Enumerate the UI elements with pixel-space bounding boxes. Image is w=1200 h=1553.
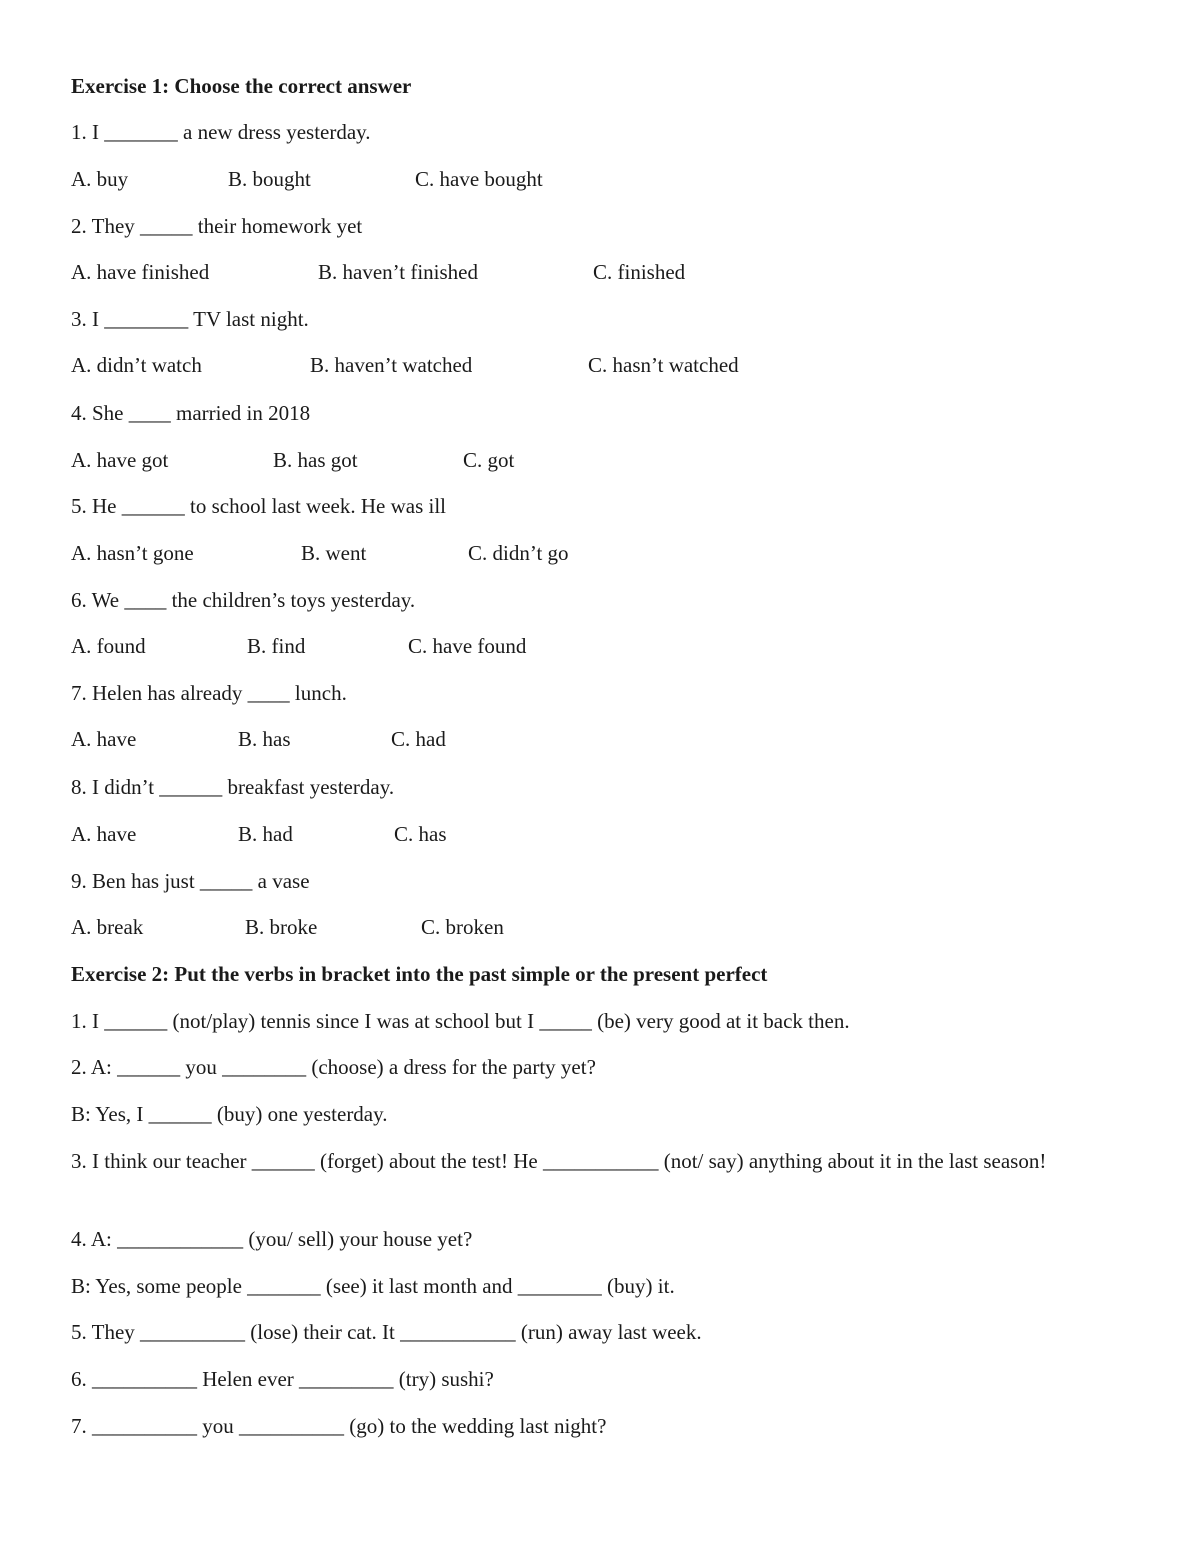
ex1-q7-option-b: B. has <box>238 727 291 751</box>
ex1-question-3: 3. I ________ TV last night. <box>71 307 309 331</box>
ex1-q1-option-a: A. buy <box>71 167 129 191</box>
ex1-q1-option-b: B. bought <box>228 167 311 191</box>
ex1-q5-option-a: A. hasn’t gone <box>71 541 194 565</box>
ex1-q9-option-c: C. broken <box>421 915 504 939</box>
ex1-options-4 <box>71 445 971 475</box>
ex1-q3-option-a: A. didn’t watch <box>71 353 202 377</box>
exercise1-heading: Exercise 1: Choose the correct answer <box>71 74 412 98</box>
ex1-q6-option-b: B. find <box>247 634 306 658</box>
ex1-q7-option-a: A. have <box>71 727 137 751</box>
ex1-q2-option-c: C. finished <box>593 260 686 284</box>
ex2-line-8: 6. __________ Helen ever _________ (try) sushi? <box>71 1367 494 1391</box>
ex1-q9-option-b: B. broke <box>245 915 318 939</box>
ex1-q4-option-b: B. has got <box>273 448 358 472</box>
ex1-q8-option-a: A. have <box>71 822 137 846</box>
ex1-q5-option-c: C. didn’t go <box>468 541 569 565</box>
ex1-options-3 <box>71 350 971 380</box>
ex1-q6-option-a: A. found <box>71 634 146 658</box>
ex1-question-6: 6. We ____ the children’s toys yesterday. <box>71 588 416 612</box>
ex1-options-7 <box>71 724 971 754</box>
ex1-question-2: 2. They _____ their homework yet <box>71 214 363 238</box>
ex1-q2-option-a: A. have finished <box>71 260 210 284</box>
ex1-q3-option-c: C. hasn’t watched <box>588 353 739 377</box>
ex1-q1-option-c: C. have bought <box>415 167 543 191</box>
ex2-line-3: B: Yes, I ______ (buy) one yesterday. <box>71 1102 388 1126</box>
ex1-q8-option-b: B. had <box>238 822 293 846</box>
ex1-question-7: 7. Helen has already ____ lunch. <box>71 681 347 705</box>
ex1-question-5: 5. He ______ to school last week. He was ill <box>71 494 447 518</box>
ex1-q8-option-c: C. has <box>394 822 447 846</box>
ex1-options-2 <box>71 257 971 287</box>
ex2-line-2: 2. A: ______ you ________ (choose) a dress for the party yet? <box>71 1055 596 1079</box>
ex2-line-9: 7. __________ you __________ (go) to the wedding last night? <box>71 1414 607 1438</box>
ex1-options-1 <box>71 164 971 194</box>
exercise2-heading: Exercise 2: Put the verbs in bracket into the past simple or the present perfect <box>71 962 768 986</box>
ex1-q5-option-b: B. went <box>301 541 367 565</box>
ex1-question-4: 4. She ____ married in 2018 <box>71 401 311 425</box>
ex1-question-8: 8. I didn’t ______ breakfast yesterday. <box>71 775 395 799</box>
ex1-q7-option-c: C. had <box>391 727 446 751</box>
ex2-line-7: 5. They __________ (lose) their cat. It ___________ (run) away last week. <box>71 1320 702 1344</box>
ex2-line-4: 3. I think our teacher ______ (forget) about the test! He ___________ (not/ say) anything about it in the last season! <box>71 1149 1047 1173</box>
ex2-line-5: 4. A: ____________ (you/ sell) your house yet? <box>71 1227 473 1251</box>
ex1-q9-option-a: A. break <box>71 915 144 939</box>
ex1-question-9: 9. Ben has just _____ a vase <box>71 869 310 893</box>
ex1-q2-option-b: B. haven’t finished <box>318 260 479 284</box>
ex1-question-1: 1. I _______ a new dress yesterday. <box>71 120 371 144</box>
ex1-q6-option-c: C. have found <box>408 634 527 658</box>
ex1-q4-option-c: C. got <box>463 448 515 472</box>
ex2-line-6: B: Yes, some people _______ (see) it last month and ________ (buy) it. <box>71 1274 675 1298</box>
ex1-options-8 <box>71 819 971 849</box>
ex1-options-5 <box>71 538 971 568</box>
ex1-q4-option-a: A. have got <box>71 448 169 472</box>
ex1-q3-option-b: B. haven’t watched <box>310 353 473 377</box>
ex2-line-1: 1. I ______ (not/play) tennis since I was at school but I _____ (be) very good at it back then. <box>71 1009 850 1033</box>
ex1-options-9 <box>71 912 971 942</box>
ex1-options-6 <box>71 631 971 661</box>
